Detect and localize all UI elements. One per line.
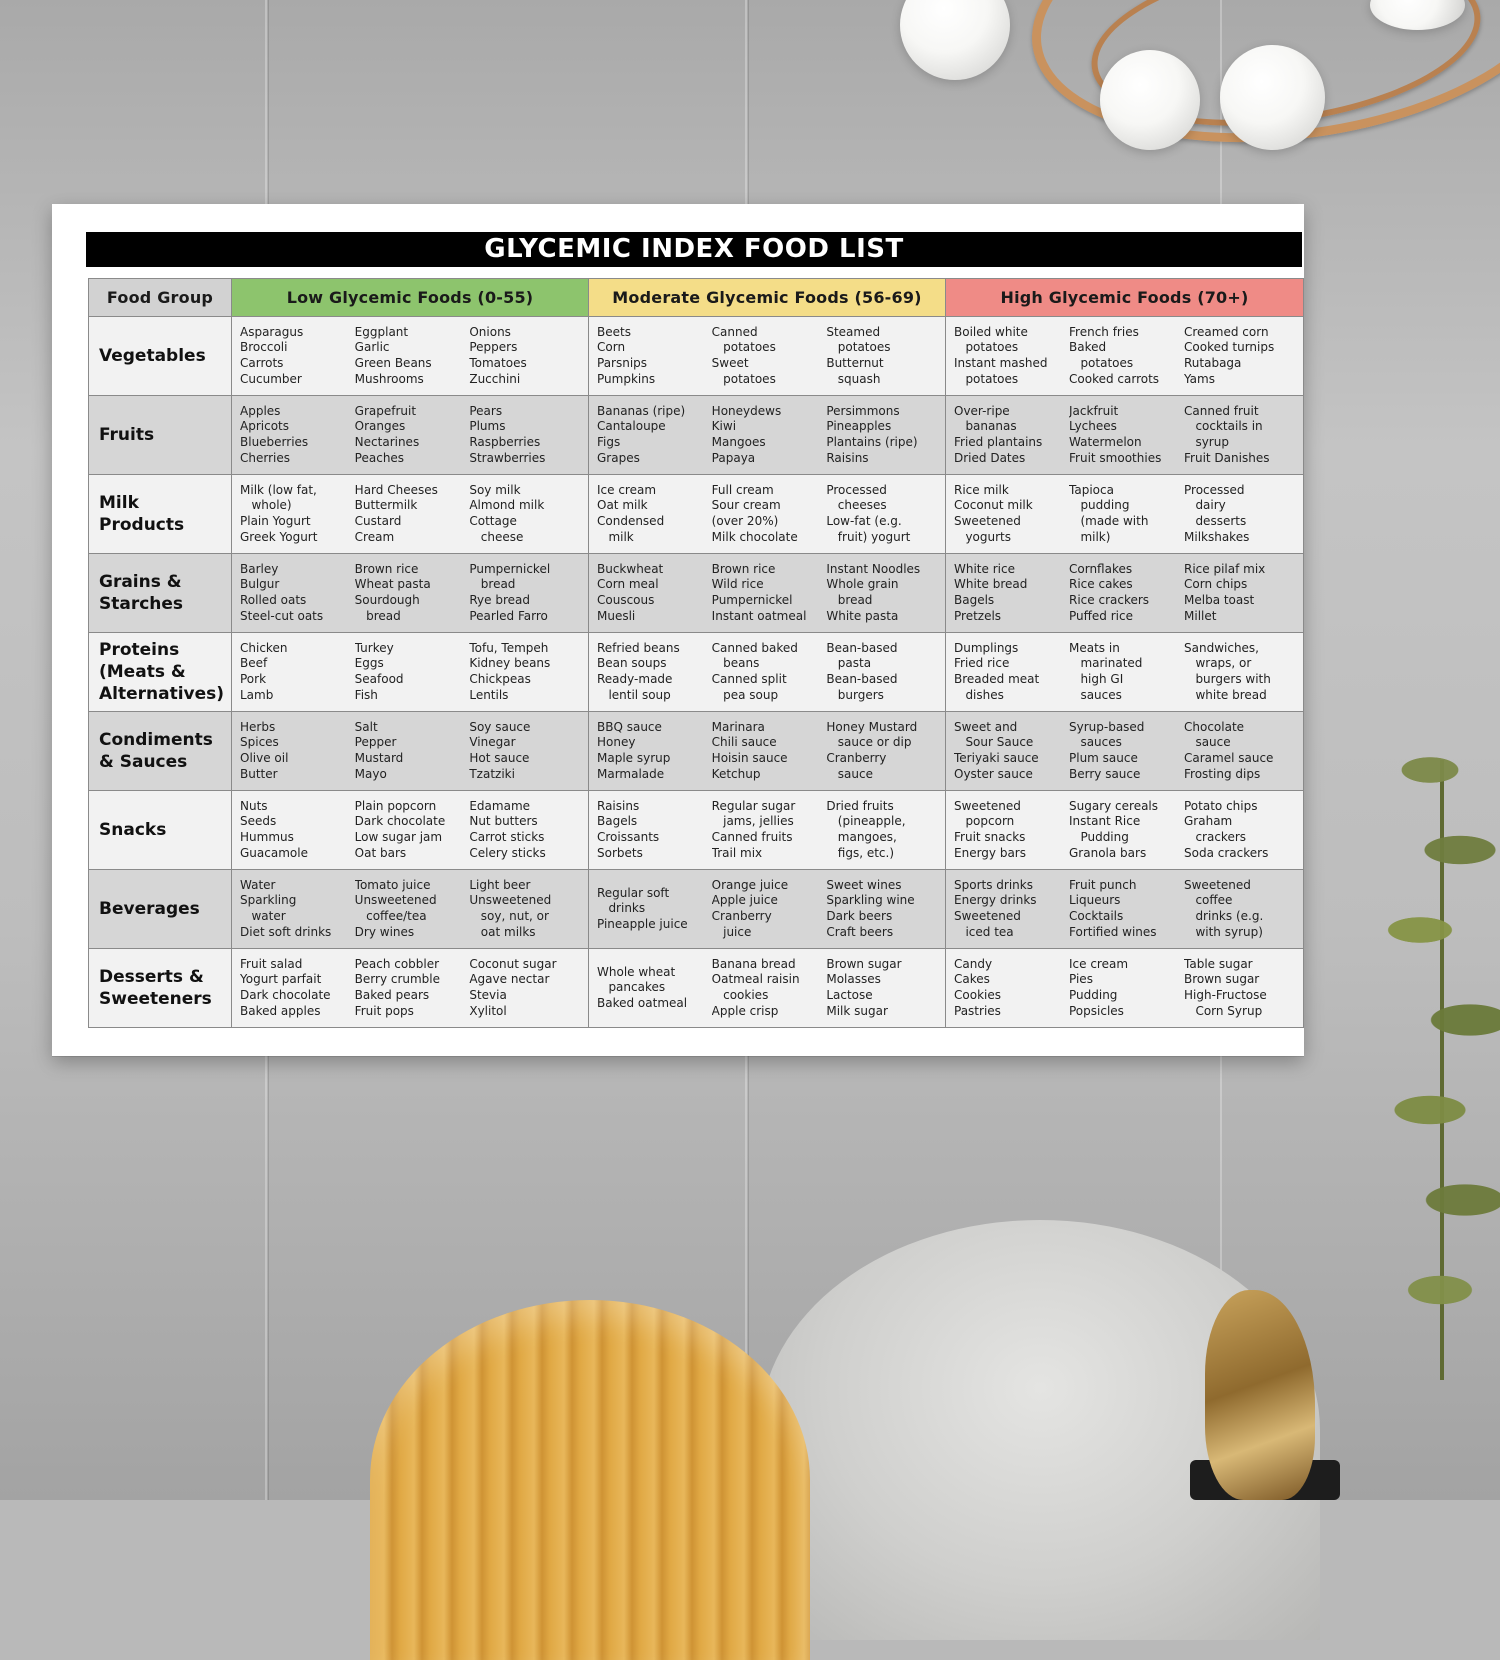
food-list: Soy sauce Vinegar Hot sauce Tzatziki	[469, 719, 531, 781]
food-list: Candy Cakes Cookies Pastries	[954, 956, 1001, 1018]
high-glycemic-cell	[946, 396, 1304, 475]
high-glycemic-cell	[946, 633, 1304, 712]
chandelier-globe	[1220, 45, 1325, 150]
header-high-glycemic: High Glycemic Foods (70+)	[946, 279, 1304, 317]
food-list: Creamed corn Cooked turnips Rutabaga Yams	[1184, 324, 1275, 386]
low-glycemic-cell	[232, 396, 589, 475]
food-group-cell: Vegetables	[89, 317, 232, 396]
food-list: Meats in marinated high GI sauces	[1069, 640, 1143, 702]
food-group-cell: Beverages	[89, 870, 232, 949]
food-list: Canned baked beans Canned split pea soup	[711, 640, 798, 702]
food-list: Sweet and Sour Sauce Teriyaki sauce Oyster sauce	[954, 719, 1039, 781]
table-row	[89, 791, 1304, 870]
glycemic-table	[88, 278, 1304, 1028]
food-list: Eggplant Garlic Green Beans Mushrooms	[354, 324, 432, 386]
food-list: Plain popcorn Dark chocolate Low sugar jam Oat bars	[354, 798, 446, 860]
food-group-cell: Desserts & Sweeteners	[89, 949, 232, 1028]
table-row	[89, 396, 1304, 475]
yellow-chair	[370, 1300, 810, 1660]
table-row	[89, 633, 1304, 712]
food-list: Rice pilaf mix Corn chips Melba toast Millet	[1184, 561, 1266, 623]
food-list: Buckwheat Corn meal Couscous Muesli	[597, 561, 664, 623]
moderate-glycemic-cell	[589, 317, 946, 396]
moderate-glycemic-cell	[589, 791, 946, 870]
high-glycemic-cell	[946, 791, 1304, 870]
table-header-row	[89, 279, 1304, 317]
low-glycemic-cell	[232, 870, 589, 949]
food-list: Cornflakes Rice cakes Rice crackers Puffed rice	[1069, 561, 1150, 623]
high-glycemic-cell	[946, 949, 1304, 1028]
table-row	[89, 475, 1304, 554]
food-list: Bean-based pasta Bean-based burgers	[826, 640, 898, 702]
food-list: Asparagus Broccoli Carrots Cucumber	[240, 324, 304, 386]
food-group-cell: Grains & Starches	[89, 554, 232, 633]
food-group-cell: Fruits	[89, 396, 232, 475]
low-glycemic-cell	[232, 554, 589, 633]
food-list: Soy milk Almond milk Cottage cheese	[469, 482, 545, 544]
food-list: Coconut sugar Agave nectar Stevia Xylitol	[469, 956, 557, 1018]
table-row	[89, 554, 1304, 633]
food-list: Dumplings Fried rice Breaded meat dishes	[954, 640, 1040, 702]
table-row	[89, 317, 1304, 396]
high-glycemic-cell	[946, 554, 1304, 633]
food-list: Jackfruit Lychees Watermelon Fruit smoothies	[1069, 403, 1162, 465]
high-glycemic-cell	[946, 317, 1304, 396]
food-list: Steamed potatoes Butternut squash	[826, 324, 891, 386]
food-list: Sweetened popcorn Fruit snacks Energy bars	[954, 798, 1026, 860]
food-list: Herbs Spices Olive oil Butter	[240, 719, 289, 781]
food-list: Canned potatoes Sweet potatoes	[711, 324, 776, 386]
food-list: Tomato juice Unsweetened coffee/tea Dry wines	[354, 877, 437, 939]
food-list: Chicken Beef Pork Lamb	[240, 640, 288, 702]
food-list: Regular sugar jams, jellies Canned fruits Trail mix	[711, 798, 796, 860]
food-list: Pumpernickel bread Rye bread Pearled Farro	[469, 561, 551, 623]
low-glycemic-cell	[232, 712, 589, 791]
food-list: French fries Baked potatoes Cooked carrots	[1069, 324, 1160, 386]
moderate-glycemic-cell	[589, 949, 946, 1028]
food-list: Regular soft drinks Pineapple juice	[597, 885, 688, 931]
food-list: Orange juice Apple juice Cranberry juice	[711, 877, 789, 939]
food-list: Persimmons Pineapples Plantains (ripe) Raisins	[826, 403, 918, 465]
food-list: Nuts Seeds Hummus Guacamole	[240, 798, 308, 860]
food-list: Sports drinks Energy drinks Sweetened iced tea	[954, 877, 1037, 939]
food-list: Sandwiches, wraps, or burgers with white bread	[1184, 640, 1271, 702]
food-list: Whole wheat pancakes Baked oatmeal	[597, 964, 688, 1010]
table-body	[89, 317, 1304, 1028]
glycemic-poster	[52, 204, 1304, 1056]
food-list: Sweetened coffee drinks (e.g. with syrup)	[1184, 877, 1264, 939]
moderate-glycemic-cell	[589, 554, 946, 633]
food-list: Light beer Unsweetened soy, nut, or oat milks	[469, 877, 552, 939]
food-list: Table sugar Brown sugar High-Fructose Corn Syrup	[1184, 956, 1267, 1018]
food-list: Raisins Bagels Croissants Sorbets	[597, 798, 660, 860]
food-list: Tofu, Tempeh Kidney beans Chickpeas Lentils	[469, 640, 551, 702]
food-list: Dried fruits (pineapple, mangoes, figs, etc.)	[826, 798, 906, 860]
food-list: Sugary cereals Instant Rice Pudding Granola bars	[1069, 798, 1159, 860]
food-group-cell: Condiments & Sauces	[89, 712, 232, 791]
moderate-glycemic-cell	[589, 870, 946, 949]
food-list: Syrup-based sauces Plum sauce Berry sauce	[1069, 719, 1145, 781]
food-list: Honey Mustard sauce or dip Cranberry sauce	[826, 719, 918, 781]
food-list: Potato chips Graham crackers Soda crackers	[1184, 798, 1269, 860]
poster-title: GLYCEMIC INDEX FOOD LIST	[86, 232, 1302, 267]
chandelier-globe	[1100, 50, 1200, 150]
high-glycemic-cell	[946, 712, 1304, 791]
food-list: Turkey Eggs Seafood Fish	[354, 640, 404, 702]
high-glycemic-cell	[946, 475, 1304, 554]
table-row	[89, 870, 1304, 949]
food-list: Water Sparkling water Diet soft drinks	[240, 877, 332, 939]
low-glycemic-cell	[232, 317, 589, 396]
food-list: Apples Apricots Blueberries Cherries	[240, 403, 309, 465]
food-list: Barley Bulgur Rolled oats Steel-cut oats	[240, 561, 324, 623]
food-list: Salt Pepper Mustard Mayo	[354, 719, 404, 781]
food-list: Canned fruit cocktails in syrup Fruit Danishes	[1184, 403, 1270, 465]
moderate-glycemic-cell	[589, 396, 946, 475]
low-glycemic-cell	[232, 791, 589, 870]
food-list: Brown sugar Molasses Lactose Milk sugar	[826, 956, 902, 1018]
header-moderate-glycemic: Moderate Glycemic Foods (56-69)	[589, 279, 946, 317]
food-list: Bananas (ripe) Cantaloupe Figs Grapes	[597, 403, 686, 465]
food-list: Refried beans Bean soups Ready-made lentil soup	[597, 640, 680, 702]
food-list: Peach cobbler Berry crumble Baked pears Fruit pops	[354, 956, 441, 1018]
header-low-glycemic: Low Glycemic Foods (0-55)	[232, 279, 589, 317]
moderate-glycemic-cell	[589, 633, 946, 712]
food-list: Fruit salad Yogurt parfait Dark chocolate Baked apples	[240, 956, 331, 1018]
food-group-cell: Milk Products	[89, 475, 232, 554]
food-list: Instant Noodles Whole grain bread White pasta	[826, 561, 921, 623]
low-glycemic-cell	[232, 949, 589, 1028]
food-list: Brown rice Wheat pasta Sourdough bread	[354, 561, 431, 623]
food-list: Full cream Sour cream (over 20%) Milk chocolate	[711, 482, 798, 544]
food-list: Brown rice Wild rice Pumpernickel Instant oatmeal	[711, 561, 807, 623]
food-list: White rice White bread Bagels Pretzels	[954, 561, 1028, 623]
food-list: Chocolate sauce Caramel sauce Frosting dips	[1184, 719, 1274, 781]
header-food-group: Food Group	[89, 279, 232, 317]
food-list: Hard Cheeses Buttermilk Custard Cream	[354, 482, 438, 544]
plant-leaves	[1370, 730, 1500, 1370]
food-list: Ice cream Oat milk Condensed milk	[597, 482, 665, 544]
food-list: Ice cream Pies Pudding Popsicles	[1069, 956, 1129, 1018]
food-list: Edamame Nut butters Carrot sticks Celery sticks	[469, 798, 546, 860]
food-list: Banana bread Oatmeal raisin cookies Apple crisp	[711, 956, 800, 1018]
food-list: Rice milk Coconut milk Sweetened yogurts	[954, 482, 1033, 544]
low-glycemic-cell	[232, 475, 589, 554]
food-group-cell: Proteins (Meats & Alternatives)	[89, 633, 232, 712]
food-list: Fruit punch Liqueurs Cocktails Fortified wines	[1069, 877, 1157, 939]
food-list: Milk (low fat, whole) Plain Yogurt Greek Yogurt	[240, 482, 318, 544]
high-glycemic-cell	[946, 870, 1304, 949]
food-list: Boiled white potatoes Instant mashed potatoes	[954, 324, 1048, 386]
moderate-glycemic-cell	[589, 712, 946, 791]
table-row	[89, 712, 1304, 791]
food-list: Honeydews Kiwi Mangoes Papaya	[711, 403, 782, 465]
table-row	[89, 949, 1304, 1028]
food-list: Sweet wines Sparkling wine Dark beers Craft beers	[826, 877, 915, 939]
food-list: Tapioca pudding (made with milk)	[1069, 482, 1149, 544]
food-list: Pears Plums Raspberries Strawberries	[469, 403, 546, 465]
low-glycemic-cell	[232, 633, 589, 712]
food-list: Processed dairy desserts Milkshakes	[1184, 482, 1250, 544]
food-list: Onions Peppers Tomatoes Zucchini	[469, 324, 527, 386]
food-group-cell: Snacks	[89, 791, 232, 870]
food-list: Over-ripe bananas Fried plantains Dried Dates	[954, 403, 1043, 465]
food-list: Marinara Chili sauce Hoisin sauce Ketchup	[711, 719, 788, 781]
food-list: BBQ sauce Honey Maple syrup Marmalade	[597, 719, 671, 781]
food-list: Grapefruit Oranges Nectarines Peaches	[354, 403, 420, 465]
food-list: Processed cheeses Low-fat (e.g. fruit) yogurt	[826, 482, 911, 544]
moderate-glycemic-cell	[589, 475, 946, 554]
food-list: Beets Corn Parsnips Pumpkins	[597, 324, 656, 386]
